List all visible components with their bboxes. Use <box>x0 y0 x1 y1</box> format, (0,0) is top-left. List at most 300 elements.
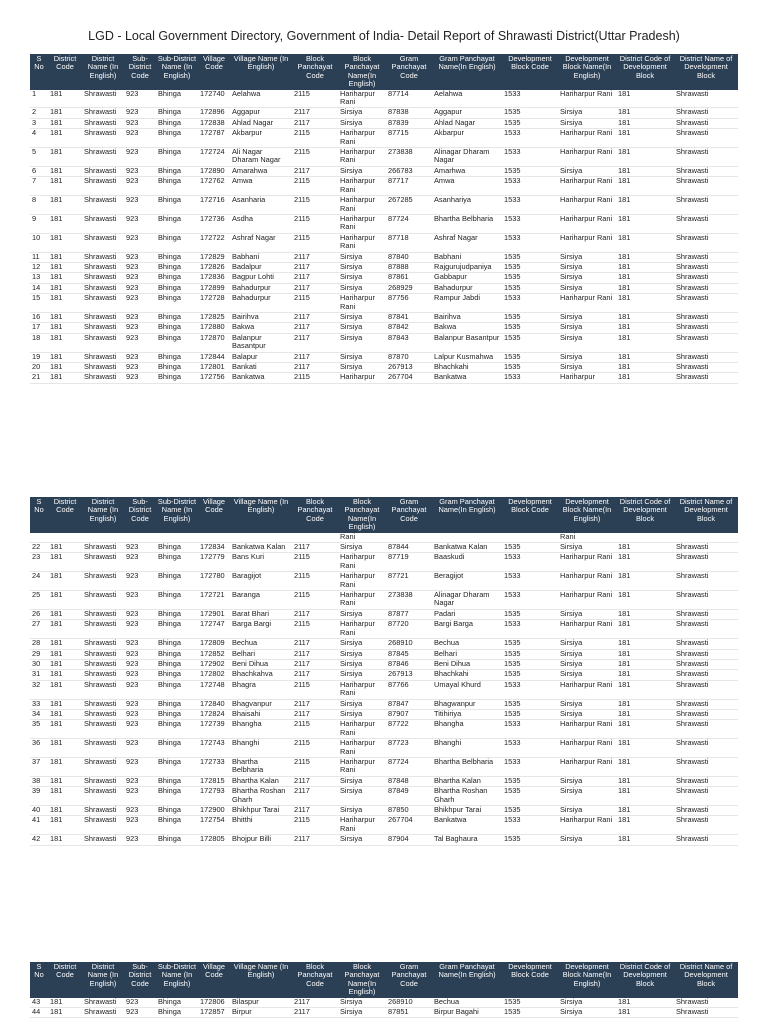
cell-s-no: 5 <box>30 148 48 167</box>
table-row <box>30 1008 738 1018</box>
cell-sub-district-name: Bhinga <box>156 323 198 333</box>
cell-s-no: 18 <box>30 333 48 352</box>
cell-block-panchayat-code: 2117 <box>292 273 338 283</box>
cell-gram-panchayat-code: 87720 <box>386 620 432 639</box>
cell-gram-panchayat-code: 87840 <box>386 252 432 262</box>
cell-sub-district-name: Bhinga <box>156 148 198 167</box>
cell-dev-block-name: Hariharpur Rani <box>558 757 616 776</box>
column-header-dev-district-code: District Code of Development Block <box>616 497 674 533</box>
column-header-village-code: Village Code <box>198 54 230 90</box>
cell-gram-panchayat-code: 87847 <box>386 699 432 709</box>
cell-dev-district-name: Shrawasti <box>674 312 738 322</box>
cell-village-name: Bakwa <box>230 323 292 333</box>
cell-dev-block-code: 1533 <box>502 214 558 233</box>
cell-dev-district-name: Shrawasti <box>674 90 738 108</box>
cell-dev-district-code: 181 <box>616 806 674 816</box>
cell-block-panchayat-name: Sirsiya <box>338 670 386 680</box>
cell-block-panchayat-name: Hariharpur Rani <box>338 739 386 758</box>
cell-gram-panchayat-name: Bhachkahi <box>432 363 502 373</box>
cell-dev-district-name: Shrawasti <box>674 659 738 669</box>
table-row <box>30 543 738 553</box>
cell-dev-district-name: Shrawasti <box>674 670 738 680</box>
cell-dev-block-name: Sirsiya <box>558 998 616 1008</box>
cell-district-name: Shrawasti <box>82 553 124 572</box>
cell-block-panchayat-name: Sirsiya <box>338 262 386 272</box>
cell-gram-panchayat-code: 266783 <box>386 166 432 176</box>
cell-block-panchayat-code: 2115 <box>292 90 338 108</box>
cell-dev-block-code: 1535 <box>502 312 558 322</box>
cell-gram-panchayat-code: 268910 <box>386 639 432 649</box>
column-header-block-panchayat-code: Block Panchayat Code <box>292 497 338 533</box>
cell-gram-panchayat-name: Alinagar Dharam Nagar <box>432 591 502 610</box>
cell-sub-district-name: Bhinga <box>156 816 198 835</box>
cell-sub-district-name: Bhinga <box>156 787 198 806</box>
cell-gram-panchayat-code: 87850 <box>386 806 432 816</box>
cell-block-panchayat-name: Hariharpur Rani <box>338 572 386 591</box>
cell-block-panchayat-name: Sirsiya <box>338 273 386 283</box>
cell-district-name: Shrawasti <box>82 252 124 262</box>
column-header-sub-district-name: Sub-District Name (In English) <box>156 497 198 533</box>
cell-district-name: Shrawasti <box>82 148 124 167</box>
cell-gram-panchayat-name: Bankatwa <box>432 816 502 835</box>
cell-dev-block-name: Sirsiya <box>558 835 616 845</box>
cell-dev-district-name: Shrawasti <box>674 214 738 233</box>
cell-block-panchayat-code: 2117 <box>292 609 338 619</box>
column-header-block-panchayat-name: Block Panchayat Name(In English) <box>338 54 386 90</box>
table-row <box>30 553 738 572</box>
cell-district-code: 181 <box>48 757 82 776</box>
empty-cell <box>156 533 198 543</box>
cell-village-name: Bhanghi <box>230 739 292 758</box>
cell-dev-block-name: Hariharpur <box>558 373 616 383</box>
cell-village-code: 172716 <box>198 196 230 215</box>
cell-block-panchayat-name: Sirsiya <box>338 835 386 845</box>
cell-district-name: Shrawasti <box>82 294 124 313</box>
cell-sub-district-code: 923 <box>124 352 156 362</box>
cell-block-panchayat-code: 2115 <box>292 553 338 572</box>
cell-sub-district-name: Bhinga <box>156 373 198 383</box>
cell-dev-district-code: 181 <box>616 108 674 118</box>
cell-district-code: 181 <box>48 553 82 572</box>
cell-block-panchayat-name: Hariharpur Rani <box>338 620 386 639</box>
page-title: LGD - Local Government Directory, Government of India- Detail Report of Shrawasti District(Uttar Pradesh) <box>88 29 680 43</box>
cell-block-panchayat-code: 2115 <box>292 720 338 739</box>
cell-village-name: Bhagvanpur <box>230 699 292 709</box>
cell-village-name: Birpur <box>230 1008 292 1018</box>
cell-sub-district-name: Bhinga <box>156 806 198 816</box>
cell-sub-district-name: Bhinga <box>156 699 198 709</box>
cell-village-code: 172721 <box>198 591 230 610</box>
table-row <box>30 739 738 758</box>
column-header-sub-district-code: Sub-District Code <box>124 54 156 90</box>
cell-dev-block-name: Hariharpur Rani <box>558 572 616 591</box>
cell-dev-block-code: 1535 <box>502 806 558 816</box>
cell-dev-block-name: Sirsiya <box>558 659 616 669</box>
cell-dev-block-code: 1535 <box>502 273 558 283</box>
cell-dev-district-code: 181 <box>616 835 674 845</box>
cell-gram-panchayat-code: 87904 <box>386 835 432 845</box>
cell-block-panchayat-name: Hariharpur Rani <box>338 196 386 215</box>
cell-block-panchayat-name: Sirsiya <box>338 639 386 649</box>
cell-district-name: Shrawasti <box>82 214 124 233</box>
column-header-dev-block-name: Development Block Name(In English) <box>558 497 616 533</box>
cell-sub-district-name: Bhinga <box>156 252 198 262</box>
table-row <box>30 720 738 739</box>
cell-village-name: Ali Nagar Dharam Nagar <box>230 148 292 167</box>
cell-village-name: Bankatwa Kalan <box>230 543 292 553</box>
cell-district-name: Shrawasti <box>82 373 124 383</box>
cell-sub-district-code: 923 <box>124 196 156 215</box>
cell-dev-district-code: 181 <box>616 118 674 128</box>
cell-dev-block-code: 1533 <box>502 757 558 776</box>
cell-dev-block-name: Sirsiya <box>558 283 616 293</box>
cell-village-code: 172899 <box>198 283 230 293</box>
cell-dev-district-code: 181 <box>616 129 674 148</box>
cell-dev-district-name: Shrawasti <box>674 776 738 786</box>
cell-village-code: 172902 <box>198 659 230 669</box>
cell-s-no: 34 <box>30 709 48 719</box>
continuation-row <box>30 533 738 543</box>
cell-sub-district-code: 923 <box>124 609 156 619</box>
cell-sub-district-code: 923 <box>124 333 156 352</box>
cell-district-code: 181 <box>48 998 82 1008</box>
cell-village-name: Bhagra <box>230 680 292 699</box>
cell-s-no: 33 <box>30 699 48 709</box>
cell-district-code: 181 <box>48 129 82 148</box>
cell-sub-district-code: 923 <box>124 709 156 719</box>
cell-village-code: 172736 <box>198 214 230 233</box>
cell-dev-block-code: 1533 <box>502 620 558 639</box>
cell-village-code: 172880 <box>198 323 230 333</box>
cell-village-code: 172852 <box>198 649 230 659</box>
cell-district-code: 181 <box>48 776 82 786</box>
table-row <box>30 129 738 148</box>
cell-dev-block-name: Hariharpur Rani <box>558 129 616 148</box>
cell-dev-block-name: Sirsiya <box>558 312 616 322</box>
cell-district-name: Shrawasti <box>82 273 124 283</box>
cell-sub-district-code: 923 <box>124 214 156 233</box>
cell-gram-panchayat-name: Rampur Jabdi <box>432 294 502 313</box>
cell-dev-district-code: 181 <box>616 680 674 699</box>
cell-dev-district-name: Shrawasti <box>674 294 738 313</box>
cell-sub-district-code: 923 <box>124 148 156 167</box>
table-row <box>30 757 738 776</box>
cell-sub-district-code: 923 <box>124 177 156 196</box>
empty-cell <box>386 533 432 543</box>
cell-village-name: Aelahwa <box>230 90 292 108</box>
column-header-s-no: S No <box>30 497 48 533</box>
cell-sub-district-code: 923 <box>124 252 156 262</box>
cell-gram-panchayat-code: 267285 <box>386 196 432 215</box>
cell-district-code: 181 <box>48 670 82 680</box>
continued-block-panchayat: Rani <box>338 533 386 543</box>
column-header-block-panchayat-name: Block Panchayat Name(In English) <box>338 497 386 533</box>
cell-gram-panchayat-name: Bhangha <box>432 720 502 739</box>
cell-dev-district-code: 181 <box>616 283 674 293</box>
cell-gram-panchayat-code: 273838 <box>386 591 432 610</box>
table-row <box>30 252 738 262</box>
cell-gram-panchayat-name: Padari <box>432 609 502 619</box>
column-header-block-panchayat-name: Block Panchayat Name(In English) <box>338 962 386 998</box>
cell-gram-panchayat-code: 87848 <box>386 776 432 786</box>
cell-dev-district-name: Shrawasti <box>674 609 738 619</box>
cell-block-panchayat-name: Sirsiya <box>338 252 386 262</box>
cell-sub-district-name: Bhinga <box>156 294 198 313</box>
cell-block-panchayat-code: 2117 <box>292 639 338 649</box>
cell-block-panchayat-code: 2117 <box>292 806 338 816</box>
cell-block-panchayat-name: Sirsiya <box>338 166 386 176</box>
cell-village-name: Akbarpur <box>230 129 292 148</box>
cell-dev-block-code: 1533 <box>502 816 558 835</box>
cell-block-panchayat-code: 2115 <box>292 294 338 313</box>
cell-dev-block-code: 1535 <box>502 118 558 128</box>
cell-dev-district-code: 181 <box>616 177 674 196</box>
cell-village-name: Bhartha Kalan <box>230 776 292 786</box>
empty-cell <box>432 533 502 543</box>
cell-village-name: Bahadurpur <box>230 294 292 313</box>
cell-block-panchayat-name: Sirsiya <box>338 283 386 293</box>
cell-district-code: 181 <box>48 352 82 362</box>
cell-village-name: Bairihva <box>230 312 292 322</box>
cell-dev-block-code: 1535 <box>502 166 558 176</box>
cell-sub-district-code: 923 <box>124 90 156 108</box>
cell-dev-district-name: Shrawasti <box>674 273 738 283</box>
cell-district-name: Shrawasti <box>82 998 124 1008</box>
cell-village-code: 172834 <box>198 543 230 553</box>
cell-dev-block-name: Sirsiya <box>558 709 616 719</box>
cell-village-code: 172824 <box>198 709 230 719</box>
cell-dev-block-code: 1533 <box>502 572 558 591</box>
cell-village-name: Bankati <box>230 363 292 373</box>
cell-sub-district-name: Bhinga <box>156 670 198 680</box>
cell-dev-district-code: 181 <box>616 214 674 233</box>
cell-block-panchayat-name: Sirsiya <box>338 787 386 806</box>
cell-sub-district-name: Bhinga <box>156 108 198 118</box>
table-row <box>30 262 738 272</box>
cell-district-name: Shrawasti <box>82 670 124 680</box>
cell-block-panchayat-code: 2115 <box>292 739 338 758</box>
table-row <box>30 90 738 108</box>
column-header-sub-district-name: Sub-District Name (In English) <box>156 962 198 998</box>
cell-s-no: 9 <box>30 214 48 233</box>
cell-block-panchayat-name: Sirsiya <box>338 333 386 352</box>
cell-dev-district-code: 181 <box>616 294 674 313</box>
cell-dev-district-code: 181 <box>616 1008 674 1018</box>
cell-sub-district-code: 923 <box>124 373 156 383</box>
table-row <box>30 816 738 835</box>
cell-dev-district-code: 181 <box>616 739 674 758</box>
cell-district-code: 181 <box>48 720 82 739</box>
cell-village-name: Bankatwa <box>230 373 292 383</box>
cell-block-panchayat-code: 2117 <box>292 252 338 262</box>
table-row <box>30 108 738 118</box>
cell-dev-district-code: 181 <box>616 659 674 669</box>
cell-s-no: 29 <box>30 649 48 659</box>
cell-district-name: Shrawasti <box>82 90 124 108</box>
cell-s-no: 41 <box>30 816 48 835</box>
cell-dev-block-code: 1535 <box>502 776 558 786</box>
cell-sub-district-code: 923 <box>124 129 156 148</box>
cell-district-name: Shrawasti <box>82 649 124 659</box>
cell-s-no: 11 <box>30 252 48 262</box>
cell-district-code: 181 <box>48 373 82 383</box>
cell-district-name: Shrawasti <box>82 639 124 649</box>
cell-gram-panchayat-code: 87839 <box>386 118 432 128</box>
cell-sub-district-code: 923 <box>124 283 156 293</box>
cell-dev-block-code: 1533 <box>502 148 558 167</box>
cell-dev-district-code: 181 <box>616 553 674 572</box>
cell-village-code: 172779 <box>198 553 230 572</box>
column-header-s-no: S No <box>30 962 48 998</box>
cell-gram-panchayat-name: Bhanghi <box>432 739 502 758</box>
cell-village-name: Baragijot <box>230 572 292 591</box>
cell-dev-district-code: 181 <box>616 196 674 215</box>
cell-district-name: Shrawasti <box>82 129 124 148</box>
cell-sub-district-code: 923 <box>124 118 156 128</box>
cell-village-code: 172900 <box>198 806 230 816</box>
cell-s-no: 16 <box>30 312 48 322</box>
cell-block-panchayat-name: Sirsiya <box>338 108 386 118</box>
table-row <box>30 639 738 649</box>
cell-dev-block-name: Sirsiya <box>558 609 616 619</box>
cell-sub-district-name: Bhinga <box>156 214 198 233</box>
cell-dev-district-name: Shrawasti <box>674 177 738 196</box>
cell-district-code: 181 <box>48 739 82 758</box>
continued-dev-block: Rani <box>558 533 616 543</box>
cell-district-code: 181 <box>48 363 82 373</box>
cell-village-code: 172793 <box>198 787 230 806</box>
cell-gram-panchayat-name: Gabbapur <box>432 273 502 283</box>
cell-gram-panchayat-name: Bhartha Kalan <box>432 776 502 786</box>
cell-village-name: Bhangha <box>230 720 292 739</box>
cell-dev-district-code: 181 <box>616 709 674 719</box>
table-header-row <box>30 54 738 90</box>
cell-village-code: 172754 <box>198 816 230 835</box>
cell-s-no: 8 <box>30 196 48 215</box>
cell-gram-panchayat-name: Ashraf Nagar <box>432 233 502 252</box>
cell-district-name: Shrawasti <box>82 572 124 591</box>
cell-dev-block-code: 1535 <box>502 283 558 293</box>
cell-dev-district-name: Shrawasti <box>674 148 738 167</box>
cell-block-panchayat-code: 2117 <box>292 352 338 362</box>
cell-village-name: Barga Bargi <box>230 620 292 639</box>
cell-sub-district-name: Bhinga <box>156 333 198 352</box>
cell-block-panchayat-code: 2115 <box>292 177 338 196</box>
cell-sub-district-name: Bhinga <box>156 262 198 272</box>
cell-block-panchayat-name: Hariharpur Rani <box>338 233 386 252</box>
village-table <box>30 962 738 1018</box>
cell-dev-block-name: Sirsiya <box>558 166 616 176</box>
cell-dev-block-code: 1535 <box>502 1008 558 1018</box>
cell-dev-block-code: 1533 <box>502 680 558 699</box>
cell-dev-district-name: Shrawasti <box>674 108 738 118</box>
cell-block-panchayat-code: 2117 <box>292 118 338 128</box>
cell-district-code: 181 <box>48 649 82 659</box>
cell-village-code: 172825 <box>198 312 230 322</box>
cell-district-code: 181 <box>48 214 82 233</box>
cell-block-panchayat-name: Sirsiya <box>338 323 386 333</box>
cell-s-no: 23 <box>30 553 48 572</box>
cell-block-panchayat-name: Hariharpur Rani <box>338 129 386 148</box>
cell-dev-district-name: Shrawasti <box>674 262 738 272</box>
cell-dev-district-name: Shrawasti <box>674 129 738 148</box>
cell-dev-block-name: Hariharpur Rani <box>558 739 616 758</box>
cell-dev-block-name: Sirsiya <box>558 670 616 680</box>
cell-gram-panchayat-name: Bhachkahi <box>432 670 502 680</box>
cell-dev-district-name: Shrawasti <box>674 835 738 845</box>
cell-village-name: Ahlad Nagar <box>230 118 292 128</box>
column-header-sub-district-code: Sub-District Code <box>124 497 156 533</box>
cell-dev-block-name: Hariharpur Rani <box>558 177 616 196</box>
cell-dev-district-name: Shrawasti <box>674 166 738 176</box>
column-header-village-name: Village Name (In English) <box>230 962 292 998</box>
cell-district-name: Shrawasti <box>82 699 124 709</box>
cell-gram-panchayat-name: Umayal Khurd <box>432 680 502 699</box>
cell-gram-panchayat-name: Bhartha Roshan Gharh <box>432 787 502 806</box>
cell-dev-district-name: Shrawasti <box>674 709 738 719</box>
cell-dev-district-code: 181 <box>616 572 674 591</box>
column-header-dev-block-code: Development Block Code <box>502 497 558 533</box>
cell-dev-district-code: 181 <box>616 233 674 252</box>
cell-block-panchayat-name: Hariharpur Rani <box>338 720 386 739</box>
column-header-block-panchayat-code: Block Panchayat Code <box>292 54 338 90</box>
column-header-district-name: District Name (In English) <box>82 962 124 998</box>
cell-block-panchayat-code: 2115 <box>292 620 338 639</box>
cell-block-panchayat-name: Hariharpur Rani <box>338 757 386 776</box>
cell-gram-panchayat-code: 87756 <box>386 294 432 313</box>
cell-dev-block-name: Hariharpur Rani <box>558 680 616 699</box>
cell-s-no: 40 <box>30 806 48 816</box>
cell-gram-panchayat-name: Rajgurujudpaniya <box>432 262 502 272</box>
table-row <box>30 196 738 215</box>
cell-dev-block-name: Hariharpur Rani <box>558 553 616 572</box>
cell-sub-district-name: Bhinga <box>156 620 198 639</box>
cell-sub-district-name: Bhinga <box>156 709 198 719</box>
cell-block-panchayat-name: Sirsiya <box>338 352 386 362</box>
cell-block-panchayat-code: 2117 <box>292 709 338 719</box>
table-row <box>30 233 738 252</box>
cell-gram-panchayat-name: Beni Dihua <box>432 659 502 669</box>
table-row <box>30 214 738 233</box>
cell-block-panchayat-name: Sirsiya <box>338 543 386 553</box>
cell-village-code: 172747 <box>198 620 230 639</box>
cell-district-code: 181 <box>48 680 82 699</box>
cell-village-code: 172748 <box>198 680 230 699</box>
column-header-dev-block-name: Development Block Name(In English) <box>558 962 616 998</box>
cell-dev-block-code: 1533 <box>502 720 558 739</box>
cell-sub-district-name: Bhinga <box>156 776 198 786</box>
column-header-gram-panchayat-name: Gram Panchayat Name(In English) <box>432 497 502 533</box>
table-row <box>30 699 738 709</box>
column-header-district-name: District Name (In English) <box>82 54 124 90</box>
cell-village-code: 172762 <box>198 177 230 196</box>
cell-district-name: Shrawasti <box>82 806 124 816</box>
cell-dev-district-code: 181 <box>616 776 674 786</box>
column-header-dev-district-name: District Name of Development Block <box>674 497 738 533</box>
cell-sub-district-code: 923 <box>124 816 156 835</box>
cell-sub-district-code: 923 <box>124 720 156 739</box>
cell-district-name: Shrawasti <box>82 333 124 352</box>
cell-village-code: 172787 <box>198 129 230 148</box>
cell-sub-district-code: 923 <box>124 649 156 659</box>
column-header-district-name: District Name (In English) <box>82 497 124 533</box>
cell-district-code: 181 <box>48 323 82 333</box>
cell-sub-district-name: Bhinga <box>156 659 198 669</box>
cell-gram-panchayat-code: 268910 <box>386 998 432 1008</box>
cell-village-name: Babhani <box>230 252 292 262</box>
cell-gram-panchayat-name: Baaskudi <box>432 553 502 572</box>
table-row <box>30 609 738 619</box>
